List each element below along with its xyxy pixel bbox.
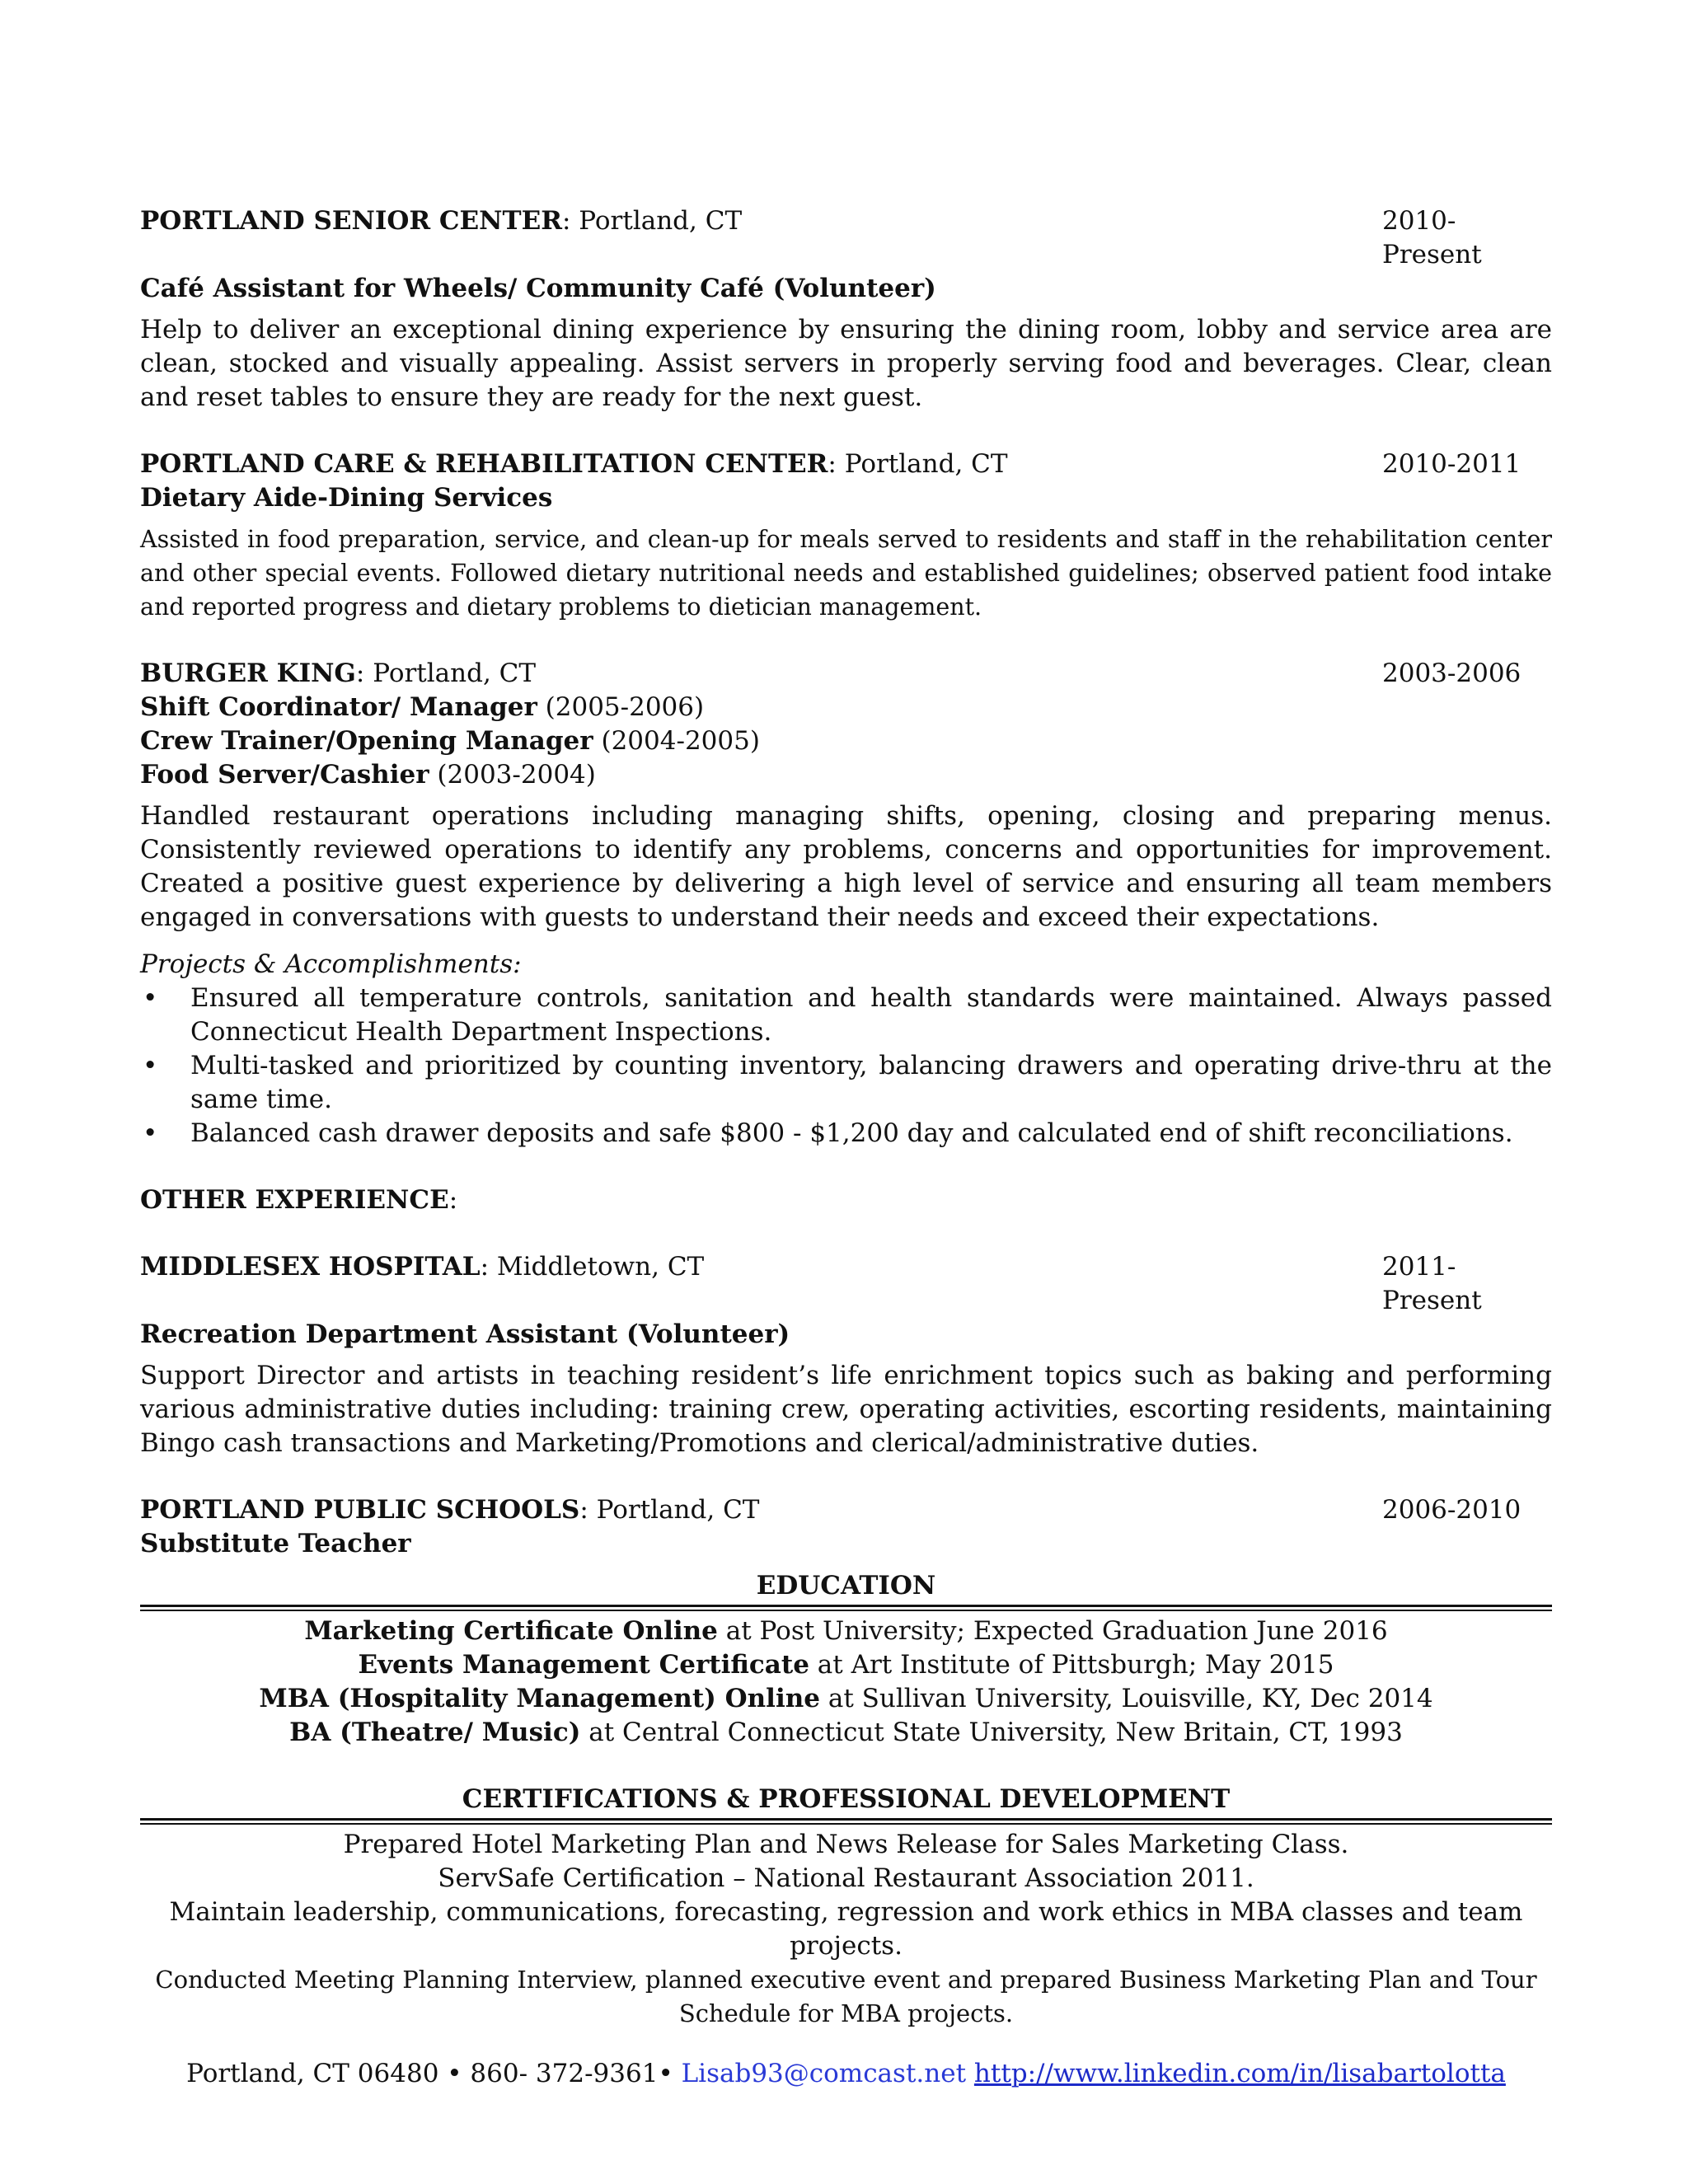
job-middlesex-hospital <box>140 1250 1552 1460</box>
degree-detail: at Central Connecticut State University, New Britain, CT, 1993 <box>580 1718 1403 1747</box>
bullet-icon: • <box>143 1118 158 1148</box>
job-dates: 2010-Present <box>1382 206 1482 269</box>
employer-location: : Portland, CT <box>355 658 537 688</box>
section-title-certifications: CERTIFICATIONS & PROFESSIONAL DEVELOPMENT <box>462 1784 1231 1814</box>
employer-location: : Portland, CT <box>828 449 1008 479</box>
education-item <box>140 1615 1552 1648</box>
job-employer-line <box>140 1250 704 1318</box>
job-description: Support Director and artists in teaching resident’s life enrichment topics such as baking and performing various administrative duties including: training crew, operating activities, escorting residents, maintaining Bingo cash transactions and Marketing/Promotions and clerical/administrative duties. <box>140 1361 1552 1458</box>
list-item <box>140 982 1552 1049</box>
employer-location: : Portland, CT <box>561 206 743 236</box>
certifications-section <box>140 1783 1552 2031</box>
job-dates: 2003-2006 <box>1382 658 1522 688</box>
job-employer-line <box>140 657 536 691</box>
job-title: Dietary Aide-Dining Services <box>140 483 553 513</box>
employer-name: PORTLAND SENIOR CENTER <box>140 206 562 236</box>
job-title: Food Server/Cashier <box>140 760 429 790</box>
job-portland-care-rehab <box>140 448 1552 624</box>
education-item <box>140 1716 1552 1750</box>
education-section <box>140 1569 1552 1750</box>
certification-item: Conducted Meeting Planning Interview, planned executive event and prepared Business Marketing Plan and Tour Schedule for MBA projects. <box>155 1966 1537 2027</box>
job-employer-line <box>140 448 1008 481</box>
job-header <box>140 1493 1552 1527</box>
degree-detail: at Post University; Expected Graduation June 2016 <box>717 1616 1388 1646</box>
job-portland-senior-center <box>140 204 1552 415</box>
degree-name: MBA (Hospitality Management) Online <box>259 1684 820 1713</box>
job-description: Help to deliver an exceptional dining experience by ensuring the dining room, lobby and service area are clean, stocked and visually appealing. Assist servers in properly serving food and beverages. Clear, clean and reset tables to ensure they are ready for the next guest. <box>140 315 1552 412</box>
employer-location: : Portland, CT <box>579 1495 760 1525</box>
list-item <box>140 1117 1552 1151</box>
job-header <box>140 448 1552 481</box>
job-title: Recreation Department Assistant (Volunteer) <box>140 1319 790 1349</box>
job-title-line <box>140 724 1552 758</box>
other-experience-colon: : <box>448 1185 458 1215</box>
job-dates: 2011-Present <box>1382 1252 1482 1315</box>
job-header <box>140 657 1552 691</box>
job-employer-line <box>140 204 742 272</box>
job-dates: 2006-2010 <box>1382 1495 1522 1525</box>
job-portland-public-schools <box>140 1493 1552 1561</box>
education-item <box>140 1648 1552 1682</box>
employer-name: PORTLAND PUBLIC SCHOOLS <box>140 1495 580 1525</box>
degree-detail: at Sullivan University, Louisville, KY, Dec 2014 <box>819 1684 1433 1713</box>
bullet-icon: • <box>143 1051 158 1080</box>
bullet-icon: • <box>143 983 158 1013</box>
section-divider <box>140 1605 1552 1611</box>
job-title-line <box>140 758 1552 792</box>
certification-item: Prepared Hotel Marketing Plan and News Release for Sales Marketing Class. <box>343 1830 1349 1859</box>
job-title-line <box>140 691 1552 724</box>
certification-item: ServSafe Certification – National Restaurant Association 2011. <box>438 1863 1254 1893</box>
other-experience-heading <box>140 1183 1552 1217</box>
job-description: Handled restaurant operations including managing shifts, opening, closing and preparing menus. Consistently reviewed operations to identify any problems, concerns and opportunities for improvement. Created a positive guest experience by delivering a high level of service and ensuring all team members engaged in conversations with guests to understand their needs and exceed their expectations. <box>140 801 1552 932</box>
education-item <box>140 1682 1552 1716</box>
job-title-period: (2003-2004) <box>429 760 596 790</box>
employer-name: MIDDLESEX HOSPITAL <box>140 1252 481 1282</box>
list-item-text: Balanced cash drawer deposits and safe $800 - $1,200 day and calculated end of shift reconciliations. <box>190 1118 1513 1148</box>
employer-location: : Middletown, CT <box>480 1252 705 1282</box>
degree-name: Events Management Certificate <box>358 1650 809 1680</box>
degree-detail: at Art Institute of Pittsburgh; May 2015 <box>809 1650 1334 1680</box>
section-divider <box>140 1818 1552 1825</box>
job-title-period: (2004-2005) <box>593 726 760 756</box>
list-item-text: Ensured all temperature controls, sanitation and health standards were maintained. Always passed Connecticut Health Department Inspections. <box>190 983 1552 1047</box>
job-header <box>140 1250 1552 1318</box>
linkedin-link[interactable]: http://www.linkedin.com/in/lisabartolotta <box>973 2059 1506 2088</box>
job-title: Café Assistant for Wheels/ Community Café (Volunteer) <box>140 274 936 303</box>
job-title: Substitute Teacher <box>140 1529 411 1558</box>
certification-item: Maintain leadership, communications, forecasting, regression and work ethics in MBA classes and team projects. <box>169 1897 1523 1961</box>
section-title-education: EDUCATION <box>756 1571 936 1601</box>
job-title: Shift Coordinator/ Manager <box>140 692 537 722</box>
other-experience-title: OTHER EXPERIENCE <box>140 1185 449 1215</box>
job-burger-king <box>140 657 1552 1151</box>
job-title-period: (2005-2006) <box>537 692 705 722</box>
degree-name: BA (Theatre/ Music) <box>289 1718 581 1747</box>
contact-footer <box>140 2057 1552 2091</box>
list-item-text: Multi-tasked and prioritized by counting inventory, balancing drawers and operating drive-thru at the same time. <box>190 1051 1552 1114</box>
email-link[interactable]: Lisab93@comcast.net <box>681 2059 967 2088</box>
employer-name: PORTLAND CARE & REHABILITATION CENTER <box>140 449 828 479</box>
projects-label: Projects & Accomplishments: <box>140 949 522 979</box>
job-header <box>140 204 1552 272</box>
degree-name: Marketing Certificate Online <box>304 1616 718 1646</box>
projects-list <box>140 982 1552 1151</box>
employer-name: BURGER KING <box>140 658 356 688</box>
job-employer-line <box>140 1493 759 1527</box>
job-title: Crew Trainer/Opening Manager <box>140 726 593 756</box>
job-dates: 2010-2011 <box>1382 449 1522 479</box>
contact-address: Portland, CT 06480 • 860- 372-9361• <box>186 2059 673 2088</box>
list-item <box>140 1049 1552 1117</box>
job-description: Assisted in food preparation, service, and clean-up for meals served to residents and staff in the rehabilitation center and other special events. Followed dietary nutritional needs and established guidelines; observed patient food intake and reported progress and dietary problems to dietician management. <box>140 526 1552 621</box>
